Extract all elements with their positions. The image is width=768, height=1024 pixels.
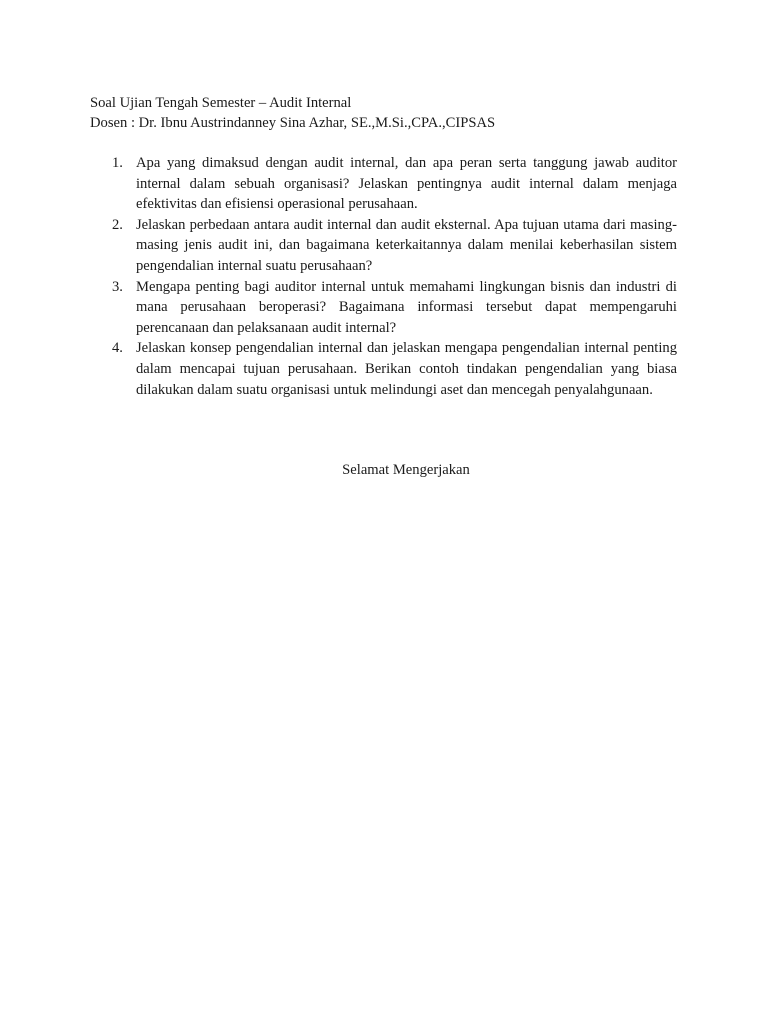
question-item-1 [90,153,677,215]
question-text: Mengapa penting bagi auditor internal untuk memahami lingkungan bisnis dan industri di mana perusahaan beroperasi? Bagaimana informasi tersebut dapat mempengaruhi perencanaan dan pelaksanaan audit internal? [136,278,677,336]
question-list [90,153,677,400]
question-item-2 [90,215,677,277]
exam-title: Soal Ujian Tengah Semester – Audit Internal [90,95,352,111]
lecturer-line: Dosen : Dr. Ibnu Austrindanney Sina Azhar, SE.,M.Si.,CPA.,CIPSAS [90,115,496,131]
question-text: Jelaskan perbedaan antara audit internal dan audit eksternal. Apa tujuan utama dari masing-masing jenis audit ini, dan bagaimana keterkaitannya dalam menilai keberhasilan sistem pengendalian internal suatu perusahaan? [136,216,677,274]
document-header [90,93,495,133]
question-number: 3. [112,278,123,295]
question-number: 1. [112,155,123,171]
question-item-4 [90,338,677,400]
closing-text: Selamat Mengerjakan [342,462,470,478]
question-number: 4. [112,340,123,357]
question-text: Jelaskan konsep pengendalian internal dan jelaskan mengapa pengendalian internal penting dalam mencapai tujuan perusahaan. Berikan contoh tindakan pengendalian yang biasa dilakukan dalam suatu organisasi untuk melindungi aset dan mencegah penyalahgunaan. [136,340,677,398]
question-number: 2. [112,216,123,233]
question-text: Apa yang dimaksud dengan audit internal, dan apa peran serta tanggung jawab auditor internal dalam sebuah organisasi? Jelaskan pentingnya audit internal dalam menjaga efektivitas dan efisiensi operasional perusahaan. [136,155,677,213]
question-item-3 [90,277,677,339]
